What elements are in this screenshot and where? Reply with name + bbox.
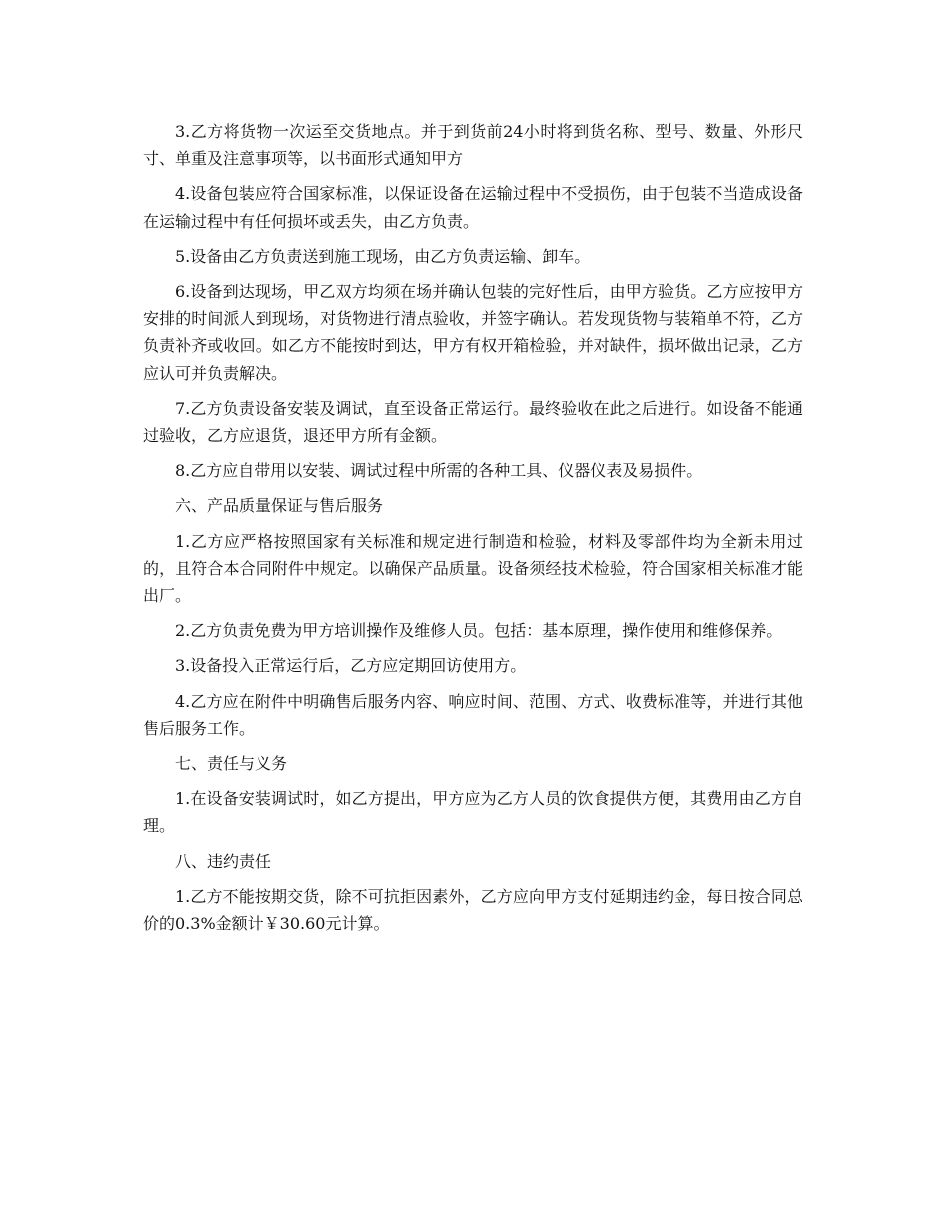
document-body bbox=[143, 118, 803, 945]
clause-installation: 7.乙方负责设备安装及调试，直至设备正常运行。最终验收在此之后进行。如设备不能通过验收，乙方应退货，退还甲方所有金额。 bbox=[143, 398, 803, 446]
clause-follow-up: 3.设备投入正常运行后，乙方应定期回访使用方。 bbox=[175, 656, 527, 676]
clause-catering: 1.在设备安装调试时，如乙方提出，甲方应为乙方人员的饮食提供方便，其费用由乙方自理。 bbox=[143, 789, 803, 836]
clause-inspection: 6.设备到达现场，甲乙双方均须在场并确认包装的完好性后，由甲方验货。乙方应按甲方安排的时间派人到现场，对货物进行清点验收，并签字确认。若发现货物与装箱单不符，乙方负责补齐或收回。如乙方不能按时到达，甲方有权开箱检验，并对缺件，损坏做出记录，乙方应认可并负责解决。 bbox=[143, 282, 803, 383]
clause-late-delivery-penalty: 1.乙方不能按期交货，除不可抗拒因素外，乙方应向甲方支付延期违约金，每日按合同总价的0.3%金额计￥30.60元计算。 bbox=[143, 886, 803, 934]
section-heading-breach: 八、违约责任 bbox=[175, 851, 272, 871]
section-heading-quality: 六、产品质量保证与售后服务 bbox=[175, 496, 384, 516]
clause-transport: 5.设备由乙方负责送到施工现场，由乙方负责运输、卸车。 bbox=[175, 246, 591, 266]
clause-quality-standards: 1.乙方应严格按照国家有关标准和规定进行制造和检验，材料及零部件均为全新未用过的，且符合本合同附件中规定。以确保产品质量。设备须经技术检验，符合国家相关标准才能出厂。 bbox=[143, 531, 803, 606]
clause-tools: 8.乙方应自带用以安装、调试过程中所需的各种工具、仪器仪表及易损件。 bbox=[175, 461, 703, 481]
clause-packaging: 4.设备包装应符合国家标准，以保证设备在运输过程中不受损伤，由于包装不当造成设备在运输过程中有任何损坏或丢失，由乙方负责。 bbox=[143, 184, 803, 231]
section-heading-responsibility: 七、责任与义务 bbox=[175, 754, 288, 774]
clause-after-sales: 4.乙方应在附件中明确售后服务内容、响应时间、范围、方式、收费标准等，并进行其他售后服务工作。 bbox=[143, 691, 803, 738]
clause-training: 2.乙方负责免费为甲方培训操作及维修人员。包括：基本原理，操作使用和维修保养。 bbox=[175, 621, 783, 641]
clause-delivery-notice: 3.乙方将货物一次运至交货地点。并于到货前24小时将到货名称、型号、数量、外形尺寸、单重及注意事项等，以书面形式通知甲方 bbox=[143, 122, 803, 169]
